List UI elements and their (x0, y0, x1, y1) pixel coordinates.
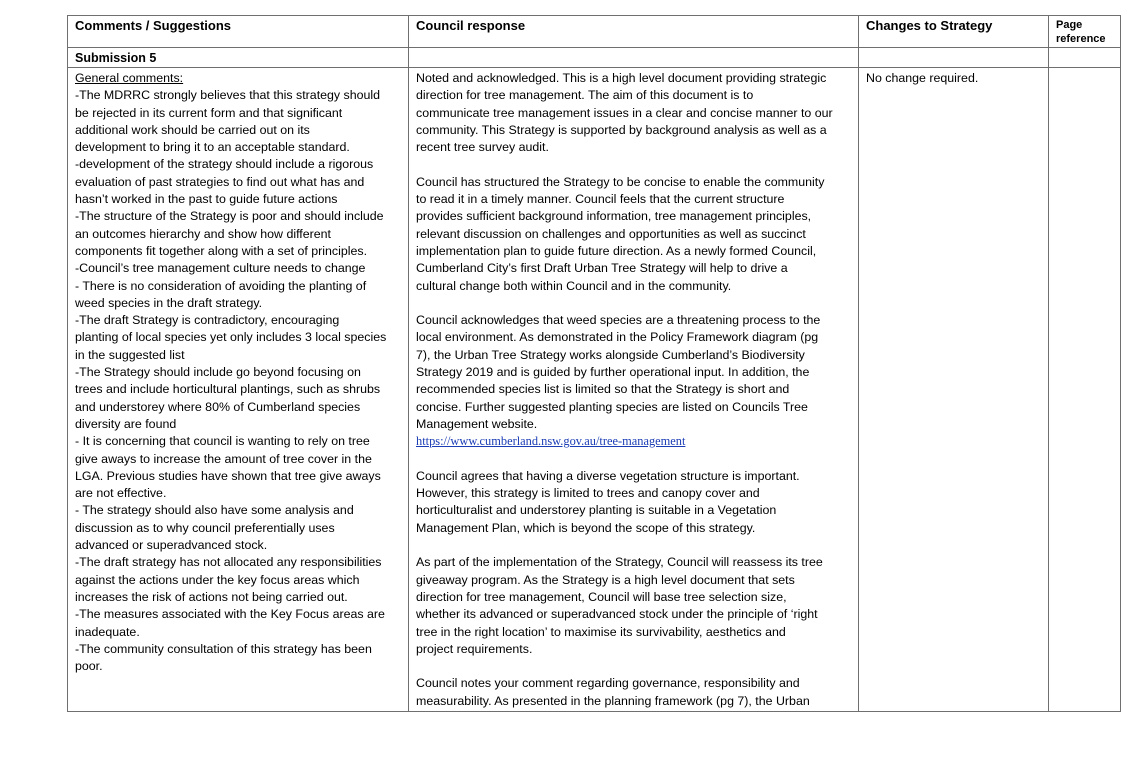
comments-cell (68, 68, 409, 712)
content-row (68, 68, 1121, 712)
header-page-reference: Page reference (1049, 16, 1121, 48)
text-line: -The community consultation of this strategy has been (75, 641, 372, 656)
text-line: - The strategy should also have some analysis and (75, 503, 354, 518)
text-line: are not effective. (75, 486, 167, 501)
submission-empty-cell (1049, 48, 1121, 68)
text-line: additional work should be carried out on its (75, 122, 310, 137)
text-line: 7), the Urban Tree Strategy works alongside Cumberland’s Biodiversity (416, 347, 805, 362)
text-line: Noted and acknowledged. This is a high level document providing strategic (416, 71, 827, 85)
text-line: increases the risk of actions not being carried out. (75, 589, 348, 604)
text-line: project requirements. (416, 641, 533, 656)
text-line: hasn’t worked in the past to guide future actions (75, 192, 338, 207)
text-line: communicate tree management issues in a clear and concise manner to our (416, 105, 833, 120)
text-line: -The draft strategy has not allocated any responsibilities (75, 555, 382, 570)
text-line: weed species in the draft strategy. (75, 295, 263, 310)
text-line: Council agrees that having a diverse vegetation structure is important. (416, 468, 800, 483)
submissions-table (67, 15, 1121, 712)
text-line: However, this strategy is limited to trees and canopy cover and (416, 486, 760, 501)
changes-text: No change required. (866, 71, 979, 85)
text-line: local environment. As demonstrated in the Policy Framework diagram (pg (416, 330, 819, 345)
text-line: diversity are found (75, 416, 177, 431)
text-line: planting of local species yet only includes 3 local species (75, 330, 387, 345)
text-line: discussion as to why council preferentially uses (75, 520, 335, 535)
text-line: in the suggested list (75, 347, 185, 362)
text-line: provides sufficient background information, tree management principles, (416, 209, 812, 224)
text-line: to read it in a timely manner. Council feels that the current structure (416, 192, 785, 207)
text-line: - It is concerning that council is wanting to rely on tree (75, 434, 370, 449)
text-line: Strategy 2019 and is guided by further operational input. In addition, the (416, 365, 810, 380)
submission-empty-cell (409, 48, 859, 68)
text-line: development to bring it to an acceptable standard. (75, 140, 350, 155)
header-row (68, 16, 1121, 48)
text-line: Council has structured the Strategy to be concise to enable the community (416, 174, 825, 189)
tree-management-link[interactable]: https://www.cumberland.nsw.gov.au/tree-management (416, 434, 686, 449)
response-paragraph (416, 554, 851, 658)
text-line: -Council’s tree management culture needs to change (75, 261, 366, 276)
text-line: Cumberland City’s first Draft Urban Tree Strategy will help to drive a (416, 261, 788, 276)
text-line: and understorey where 80% of Cumberland species (75, 399, 361, 414)
text-line: tree in the right location’ to maximise its survivability, aesthetics and (416, 624, 786, 639)
response-paragraph (416, 174, 851, 295)
text-line: recommended species list is limited so that the Strategy is short and (416, 382, 790, 397)
response-paragraph (416, 468, 851, 537)
text-line: poor. (75, 659, 103, 674)
text-line: Management Plan, which is beyond the scope of this strategy. (416, 520, 756, 535)
text-line: -The structure of the Strategy is poor and should include (75, 209, 384, 224)
text-line: measurability. As presented in the planning framework (pg 7), the Urban (416, 693, 810, 708)
response-paragraph (416, 70, 851, 156)
text-line: -The draft Strategy is contradictory, encouraging (75, 313, 340, 328)
text-line: -development of the strategy should include a rigorous (75, 157, 374, 172)
text-line: LGA. Previous studies have shown that tree give aways (75, 468, 381, 483)
council-response-cell (409, 68, 859, 712)
comments-lines (75, 87, 401, 675)
response-paragraph (416, 675, 851, 710)
general-comments-heading: General comments: (75, 71, 184, 85)
text-line: recent tree survey audit. (416, 140, 549, 155)
response-paragraph (416, 312, 851, 433)
text-line: advanced or superadvanced stock. (75, 538, 268, 553)
changes-cell (859, 68, 1049, 712)
text-line: inadequate. (75, 624, 140, 639)
submission-row (68, 48, 1121, 68)
text-line: be rejected in its current form and that significant (75, 105, 343, 120)
text-line: - There is no consideration of avoiding the planting of (75, 278, 367, 293)
submission-empty-cell (859, 48, 1049, 68)
text-line: components fit together along with a set of principles. (75, 243, 368, 258)
text-line: -The Strategy should include go beyond focusing on (75, 365, 361, 380)
text-line: evaluation of past strategies to find out what has and (75, 174, 365, 189)
text-line: implementation plan to guide future direction. As a newly formed Council, (416, 243, 817, 258)
text-line: an outcomes hierarchy and show how different (75, 226, 331, 241)
page-reference-cell (1049, 68, 1121, 712)
header-changes: Changes to Strategy (859, 16, 1049, 48)
text-line: give aways to increase the amount of tree cover in the (75, 451, 372, 466)
text-line: As part of the implementation of the Strategy, Council will reassess its tree (416, 555, 823, 570)
header-comments: Comments / Suggestions (68, 16, 409, 48)
text-line: giveaway program. As the Strategy is a high level document that sets (416, 572, 795, 587)
text-line: against the actions under the key focus areas which (75, 572, 360, 587)
text-line: Management website. (416, 416, 538, 431)
text-line: whether its advanced or superadvanced stock under the principle of ‘right (416, 607, 818, 622)
text-line: relevant discussion on challenges and opportunities as well as succinct (416, 226, 806, 241)
text-line: direction for tree management. The aim of this document is to (416, 88, 754, 103)
text-line: concise. Further suggested planting species are listed on Councils Tree (416, 399, 808, 414)
text-line: Council notes your comment regarding governance, responsibility and (416, 676, 800, 691)
text-line: horticulturalist and understorey planting is suitable in a Vegetation (416, 503, 777, 518)
text-line: direction for tree management, Council will base tree selection size, (416, 589, 787, 604)
text-line: Council acknowledges that weed species are a threatening process to the (416, 313, 821, 328)
text-line: community. This Strategy is supported by background analysis as well as a (416, 122, 827, 137)
text-line: cultural change both within Council and in the community. (416, 278, 732, 293)
header-council-response: Council response (409, 16, 859, 48)
text-line: -The measures associated with the Key Focus areas are (75, 607, 385, 622)
text-line: -The MDRRC strongly believes that this strategy should (75, 88, 381, 103)
text-line: trees and include horticultural plantings, such as shrubs (75, 382, 381, 397)
submission-label: Submission 5 (68, 48, 409, 68)
